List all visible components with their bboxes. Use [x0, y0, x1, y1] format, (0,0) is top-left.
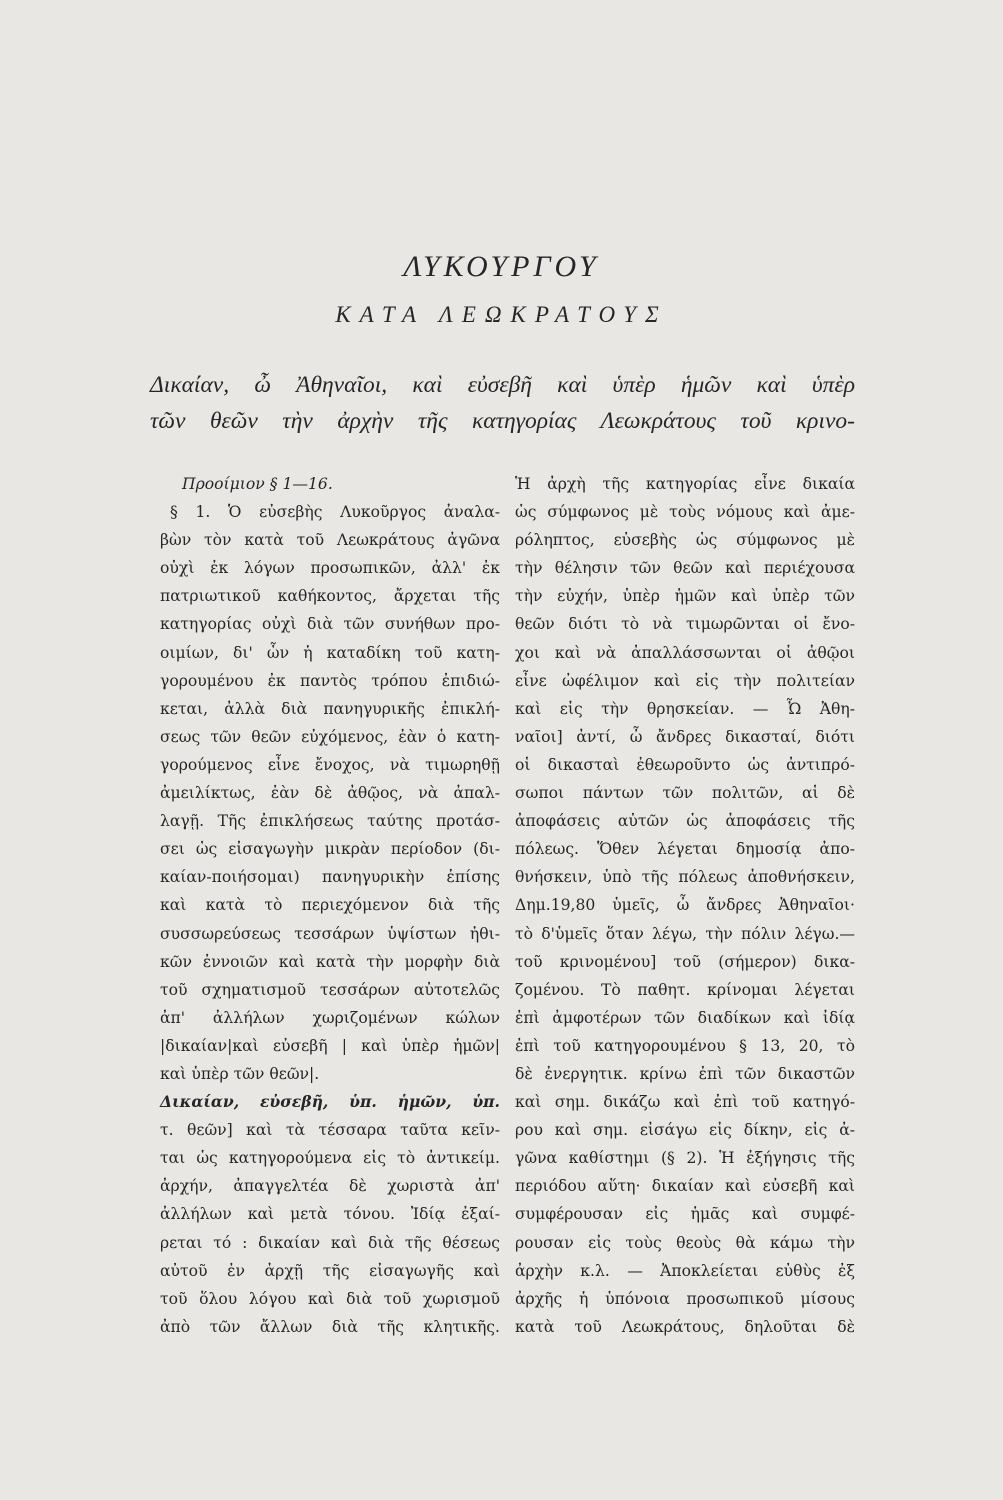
page-subtitle: ΚΑΤΑ ΛΕΩΚΡΑΤΟΥΣ	[335, 302, 668, 327]
page-title: ΛΥΚΟΥΡΓΟΥ	[403, 250, 600, 283]
text-line: ἀρχῆς ἡ ὑπόνοια προσωπικοῦ μίσους	[515, 1289, 855, 1308]
text-line: τοῦ σχηματισμοῦ τεσσάρων αὐτοτελῶς	[160, 980, 500, 999]
lemma-line: Δικαίαν, εὐσεβῆ, ὑπ. ἡμῶν, ὑπ.	[160, 1092, 500, 1112]
text-line: τοῦ ὅλου λόγου καὶ διὰ τοῦ χωρισμοῦ	[160, 1289, 500, 1308]
text-line: σει ὡς εἰσαγωγὴν μικρὰν περίοδον (δι-	[160, 840, 500, 859]
text-line: τὴν θέλησιν τῶν θεῶν καὶ περιέχουσα	[515, 559, 855, 578]
text-line: κῶν ἐννοιῶν καὶ κατὰ τὴν μορφὴν διὰ	[160, 952, 500, 971]
text-line: καὶ εἰς τὴν θρησκείαν. — Ὦ Ἀθη-	[515, 699, 855, 718]
text-line: γορουμένου ἐκ παντὸς τρόπου ἐπιδιώ-	[160, 671, 500, 690]
text-line: χοι καὶ νὰ ἀπαλλάσσωνται οἱ ἀθῷοι	[515, 643, 855, 662]
text-line: κατηγορίας οὐχὶ διὰ τῶν συνήθων προ-	[160, 615, 500, 634]
text-line: ἀλλήλων καὶ μετὰ τόνου. Ἰδίᾳ ἐξαί-	[160, 1205, 500, 1224]
text-line: τὸ δ'ὑμεῖς ὅταν λέγω, τὴν πόλιν λέγω.—	[515, 924, 855, 943]
text-line: τ. θεῶν] καὶ τὰ τέσσαρα ταῦτα κεῖν-	[160, 1121, 500, 1140]
text-line: Ἡ ἀρχὴ τῆς κατηγορίας εἶνε δικαία	[515, 475, 855, 493]
text-line: καὶ σημ. δικάζω καὶ ἐπὶ τοῦ κατηγό-	[515, 1093, 855, 1112]
text-line: κατὰ τοῦ Λεωκράτους, δηλοῦται δὲ	[515, 1317, 855, 1336]
text-line: ρόληπτος, εὐσεβὴς ὡς σύμφωνος μὲ	[515, 531, 855, 550]
speech-argument	[150, 367, 855, 439]
argument-line: Δικαίαν, ὦ Ἀθηναῖοι, καὶ εὐσεβῆ καὶ ὑπὲρ ἡμῶν καὶ ὑπὲρ	[150, 372, 855, 398]
text-line: οὐχὶ ἐκ λόγων προσωπικῶν, ἀλλ' ἐκ	[160, 559, 500, 578]
text-line: κεται, ἀλλὰ διὰ πανηγυρικῆς ἐπικλή-	[160, 699, 500, 718]
text-line: συμφέρουσαν εἰς ἡμᾶς καὶ συμφέ-	[515, 1205, 855, 1224]
text-line: ρουσαν εἰς τοὺς θεοὺς θὰ κάμω τὴν	[515, 1233, 855, 1252]
text-line: ἀρχήν, ἀπαγγελτέα δὲ χωριστὰ ἀπ'	[160, 1177, 500, 1196]
text-line: ἀρχὴν κ.λ. — Ἀποκλείεται εὐθὺς ἐξ	[515, 1261, 855, 1280]
text-line: πόλεως. Ὅθεν λέγεται δημοσίᾳ ἀπο-	[515, 840, 855, 859]
text-line: ἐπὶ τοῦ κατηγορουμένου § 13, 20, τὸ	[515, 1036, 855, 1055]
text-line: εἶνε ὠφέλιμον καὶ εἰς τὴν πολιτείαν	[515, 671, 855, 690]
text-line: περιόδου αὕτη· δικαίαν καὶ εὐσεβῆ καὶ	[515, 1177, 855, 1196]
text-line: ζομένου. Τὸ παθητ. κρίνομαι λέγεται	[515, 980, 855, 999]
text-line: ρου καὶ σημ. εἰσάγω εἰς δίκην, εἰς ἀ-	[515, 1121, 855, 1140]
text-line: § 1. Ὁ εὐσεβὴς Λυκοῦργος ἀναλα-	[170, 503, 500, 522]
text-line: αὐτοῦ ἐν ἀρχῇ τῆς εἰσαγωγῆς καὶ	[160, 1261, 500, 1280]
text-line: δὲ ἐνεργητικ. κρίνω ἐπὶ τῶν δικαστῶν	[515, 1064, 855, 1083]
text-line: τὴν εὐχήν, ὑπὲρ ἡμῶν καὶ ὑπὲρ τῶν	[515, 587, 855, 606]
text-line: οἱ δικασταὶ ἐθεωροῦντο ὡς ἀντιπρό-	[515, 755, 855, 774]
text-line: ται ὡς κατηγορούμενα εἰς τὸ ἀντικείμ.	[160, 1149, 500, 1168]
text-line: ρεται τό : δικαίαν καὶ διὰ τῆς θέσεως	[160, 1233, 500, 1252]
text-line: ἀμειλίκτως, ἐὰν δὲ ἀθῷος, νὰ ἀπαλ-	[160, 784, 500, 803]
text-line: ἐπὶ ἀμφοτέρων τῶν διαδίκων καὶ ἰδίᾳ	[515, 1008, 855, 1027]
text-line: καὶ κατὰ τὸ περιεχόμενον διὰ τῆς	[160, 896, 500, 915]
text-line: Δημ.19,80 ὑμεῖς, ὦ ἄνδρες Ἀθηναῖοι·	[515, 896, 855, 915]
argument-line: τῶν θεῶν τὴν ἀρχὴν τῆς κατηγορίας Λεωκράτους τοῦ κρινο-	[150, 408, 855, 434]
text-line: καίαν-ποιήσομαι) πανηγυρικὴν ἐπίσης	[160, 868, 500, 887]
text-line: οιμίων, δι' ὧν ἡ καταδίκη τοῦ κατη-	[160, 643, 500, 662]
text-line: ἀπὸ τῶν ἄλλων διὰ τῆς κλητικῆς.	[160, 1317, 500, 1336]
text-line: ναῖοι] ἀντί, ὦ ἄνδρες δικασταί, διότι	[515, 727, 855, 746]
text-line: ὡς σύμφωνος μὲ τοὺς νόμους καὶ ἀμε-	[515, 503, 855, 522]
text-line: |δικαίαν|καὶ εὐσεβῆ | καὶ ὑπὲρ ἡμῶν|	[160, 1036, 500, 1055]
text-line: βὼν τὸν κατὰ τοῦ Λεωκράτους ἀγῶνα	[160, 531, 500, 550]
text-line: θνήσκειν, ὑπὸ τῆς πόλεως ἀποθνήσκειν,	[515, 868, 855, 887]
text-line: γορούμενος εἶνε ἔνοχος, νὰ τιμωρηθῇ	[160, 755, 500, 774]
lemma-line: τοῦ κρινομένου] τοῦ (σήμερον) δικα-	[515, 952, 855, 971]
text-line: συσσωρεύσεως τεσσάρων ὑψίστων ἠθι-	[160, 924, 500, 943]
text-line: σωποι πάντων τῶν πολιτῶν, αἱ δὲ	[515, 784, 855, 803]
text-line: λαγῇ. Τῆς ἐπικλήσεως ταύτης προτάσ-	[160, 812, 500, 831]
text-line: καὶ ὑπὲρ τῶν θεῶν|.	[160, 1064, 320, 1083]
text-line: θεῶν διότι τὸ νὰ τιμωρῶνται οἱ ἔνο-	[515, 615, 855, 634]
text-line: σεως τῶν θεῶν εὐχόμενος, ἐὰν ὁ κατη-	[160, 727, 500, 746]
section-heading: Προοίμιον § 1—16.	[182, 475, 333, 493]
text-line: ἀπ' ἀλλήλων χωριζομένων κώλων	[160, 1008, 500, 1027]
text-line: ἀποφάσεις αὐτῶν ὡς ἀποφάσεις τῆς	[515, 812, 855, 831]
commentary-left-column	[160, 470, 500, 1341]
text-line: πατριωτικοῦ καθήκοντος, ἄρχεται τῆς	[160, 587, 500, 606]
commentary-right-column	[515, 470, 855, 1341]
text-line: γῶνα καθίστημι (§ 2). Ἡ ἐξήγησις τῆς	[515, 1149, 855, 1168]
